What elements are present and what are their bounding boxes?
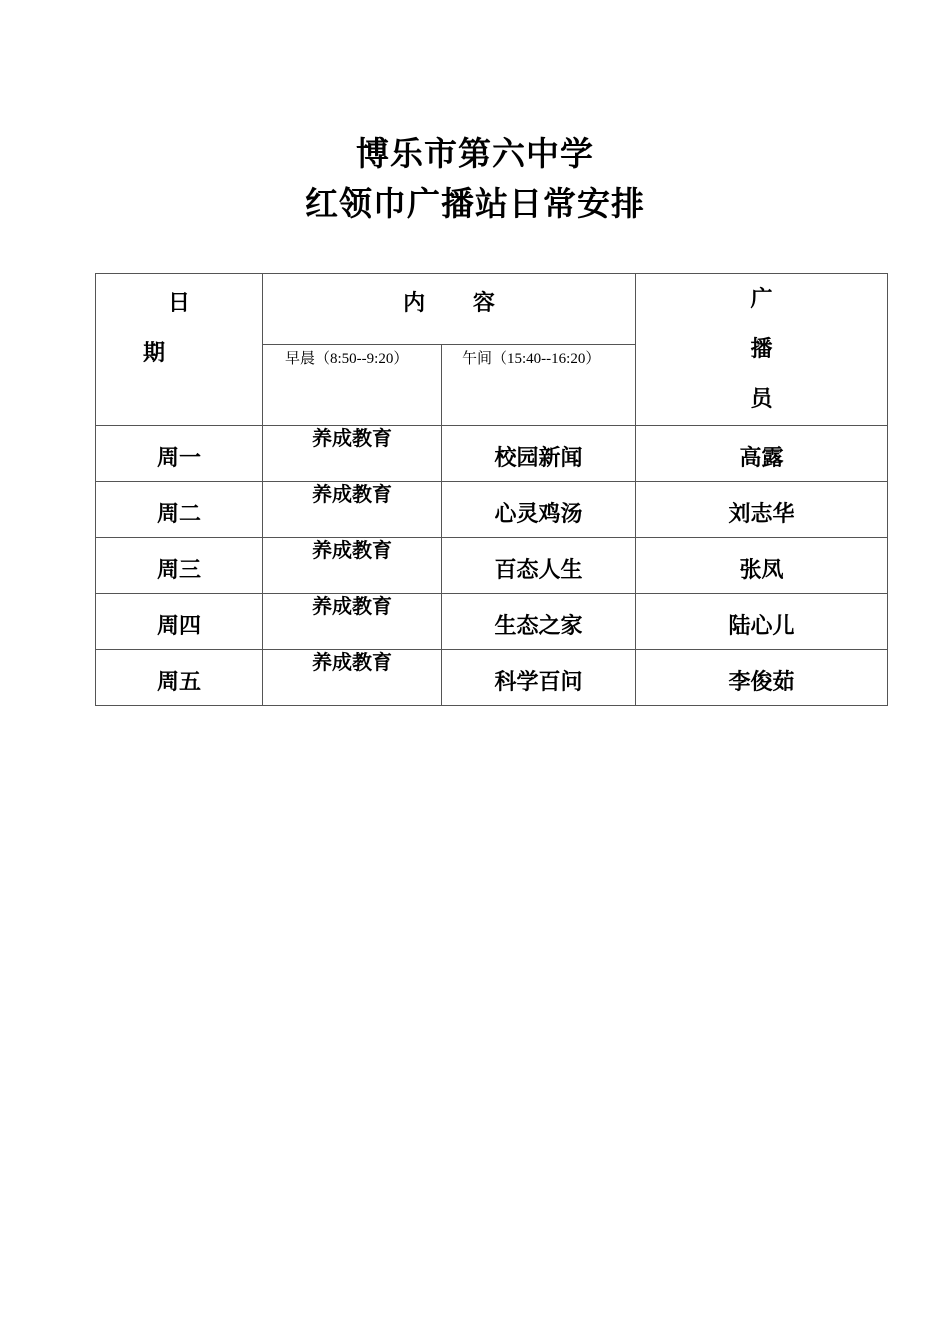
content-header-label: 内 容 <box>403 290 515 316</box>
morning-cell: 养成教育 <box>263 426 442 482</box>
page-subtitle: 红领巾广播站日常安排 <box>305 184 645 223</box>
table-row <box>96 426 888 482</box>
noon-cell: 生态之家 <box>442 594 636 650</box>
day-cell: 周二 <box>96 482 263 538</box>
morning-cell: 养成教育 <box>263 538 442 594</box>
noon-cell: 校园新闻 <box>442 426 636 482</box>
date-header-char-1: 日 <box>168 290 191 316</box>
page-title: 博乐市第六中学 <box>356 134 594 173</box>
noon-time: 午间（15:40--16:20） <box>462 351 601 367</box>
date-header-char-2: 期 <box>143 340 166 366</box>
host-cell: 刘志华 <box>636 482 888 538</box>
schedule-table <box>95 273 888 706</box>
morning-header <box>263 345 442 426</box>
morning-cell: 养成教育 <box>263 594 442 650</box>
host-cell: 陆心儿 <box>636 594 888 650</box>
host-header-char-1: 广 <box>750 286 773 312</box>
content-header <box>263 274 636 346</box>
morning-cell: 养成教育 <box>263 482 442 538</box>
host-header <box>636 274 888 426</box>
noon-cell: 心灵鸡汤 <box>442 482 636 538</box>
host-header-char-2: 播 <box>750 336 773 362</box>
day-cell: 周五 <box>96 650 263 706</box>
host-cell: 高露 <box>636 426 888 482</box>
morning-time: 早晨（8:50--9:20） <box>285 351 409 367</box>
host-cell: 张凤 <box>636 538 888 594</box>
noon-cell: 百态人生 <box>442 538 636 594</box>
table-row <box>96 482 888 538</box>
day-cell: 周三 <box>96 538 263 594</box>
table-row <box>96 594 888 650</box>
table-row <box>96 538 888 594</box>
day-cell: 周一 <box>96 426 263 482</box>
morning-cell: 养成教育 <box>263 650 442 706</box>
day-cell: 周四 <box>96 594 263 650</box>
noon-cell: 科学百问 <box>442 650 636 706</box>
date-header <box>96 274 263 426</box>
host-cell: 李俊茹 <box>636 650 888 706</box>
noon-header <box>442 345 636 426</box>
host-header-char-3: 员 <box>750 386 773 412</box>
table-row <box>96 650 888 706</box>
